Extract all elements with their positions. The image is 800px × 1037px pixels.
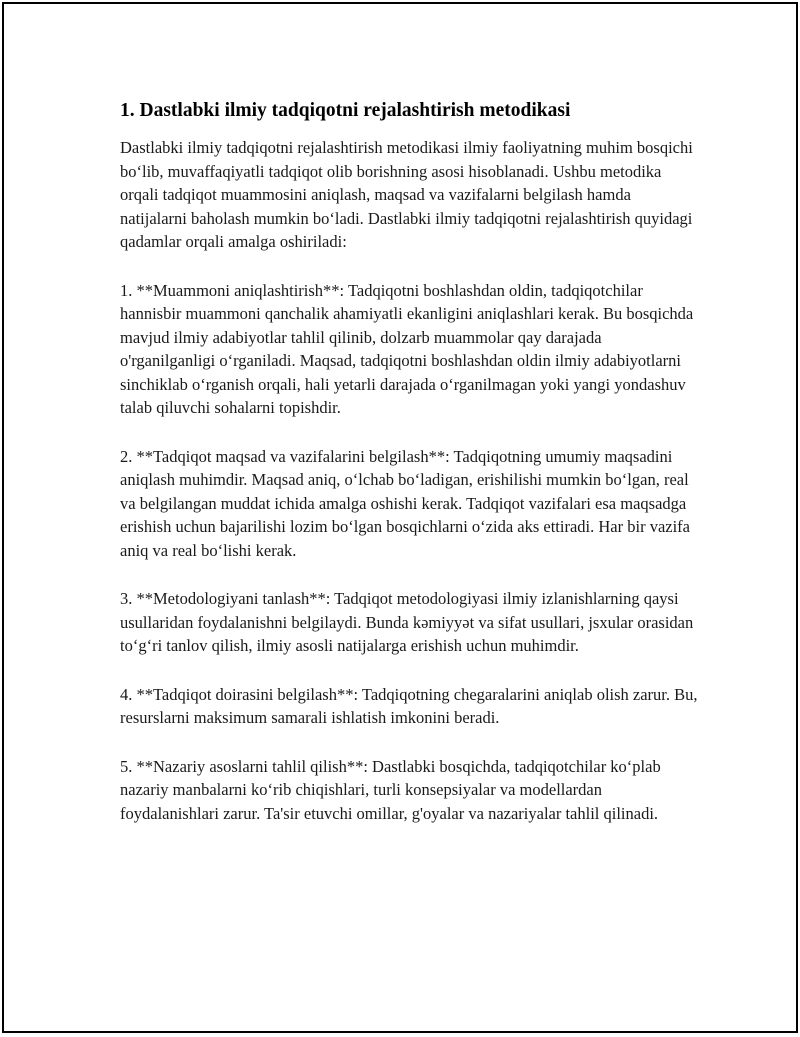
step-1-paragraph: 1. **Muammoni aniqlashtirish**: Tadqiqotni boshlashdan oldin, tadqiqotchilar hannisbir muammoni qanchalik ahamiyatli ekanligini aniqlashlari kerak. Bu bosqichda mavjud ilmiy adabiyotlar tahlil qilinib, dolzarb muammolar qay darajada o'rganilganligi o‘rganiladi. Maqsad, tadqiqotni boshlashdan oldin ilmiy adabiyotlarni sinchiklab o‘rganish orqali, hali yetarli darajada o‘rganilmagan yoki yangi yondashuv talab qiluvchi sohalarni topishdir. [120, 280, 694, 417]
step-3-paragraph: 3. **Metodologiyani tanlash**: Tadqiqot metodologiyasi ilmiy izlanishlarning qaysi usullaridan foydalanishni belgilaydi. Bunda kəmiyyət va sifat usullari, jsxular orasidan to‘g‘ri tanlov qilish, ilmiy asosli natijalarga erishish uchun muhimdir. [120, 589, 694, 655]
step-5-paragraph: 5. **Nazariy asoslarni tahlil qilish**: Dastlabki bosqichda, tadqiqotchilar ko‘plab nazariy manbalarni ko‘rib chiqishlari, turli konsepsiyalar va modellardan foydalanishlari zarur. Ta'sir etuvchi omillar, g'oyalar va nazariyalar tahlil qilinadi. [120, 756, 661, 823]
step-4-paragraph: 4. **Tadqiqot doirasini belgilash**: Tadqiqotning chegaralarini aniqlab olish zarur. Bu, resurslarni maksimum samarali ishlatish imkonini beradi. [120, 684, 698, 727]
document-content [120, 96, 700, 850]
intro-paragraph: Dastlabki ilmiy tadqiqotni rejalashtirish metodikasi ilmiy faoliyatning muhim bosqichi bo‘lib, muvaffaqiyatli tadqiqot olib borishning asosi hisoblanadi. Ushbu metodika orqali tadqiqot muammosini aniqlash, maqsad va vazifalarni belgilash hamda natijalarni baholash mumkin bo‘ladi. Dastlabki ilmiy tadqiqotni rejalashtirish quyidagi qadamlar orqali amalga oshiriladi: [120, 138, 693, 251]
section-heading: 1. Dastlabki ilmiy tadqiqotni rejalashtirish metodikasi [120, 100, 571, 121]
document-page [2, 2, 798, 1033]
step-2-paragraph: 2. **Tadqiqot maqsad va vazifalarini belgilash**: Tadqiqotning umumiy maqsadini aniqlash muhimdir. Maqsad aniq, o‘lchab bo‘ladigan, erishilishi mumkin bo‘lgan, real va belgilangan muddat ichida amalga oshishi kerak. Tadqiqot vazifalari esa maqsadga erishish uchun bajarilishi lozim bo‘lgan bosqichlarni o‘zida aks ettiradi. Har bir vazifa aniq va real bo‘lishi kerak. [120, 446, 690, 560]
